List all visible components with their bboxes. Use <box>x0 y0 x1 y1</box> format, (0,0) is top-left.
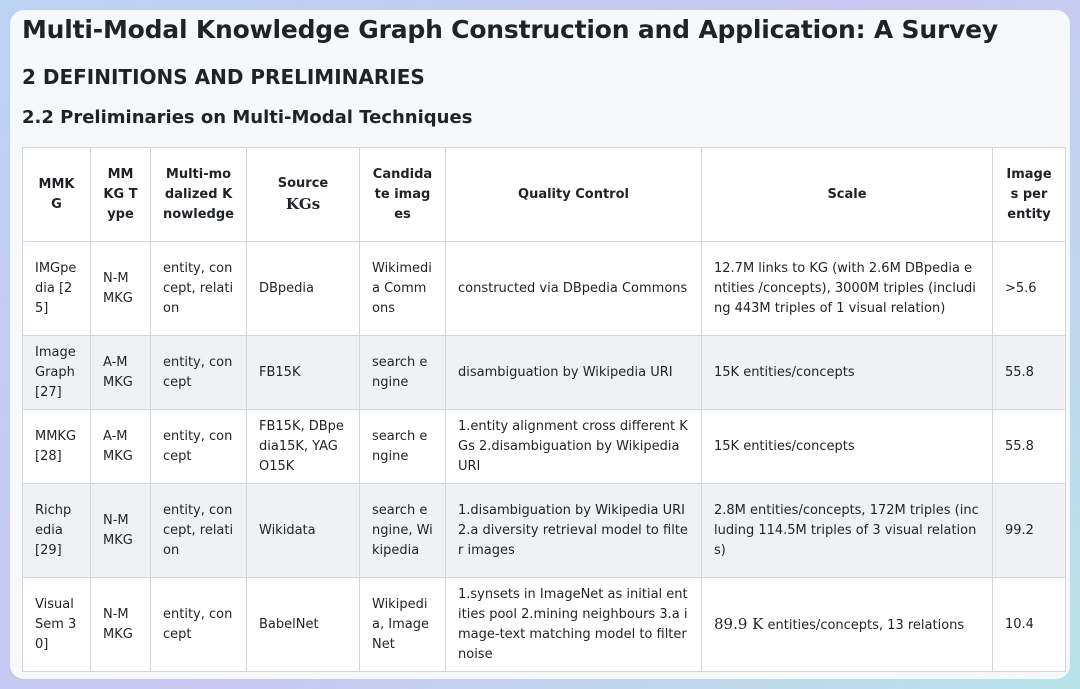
subsection-heading: 2.2 Preliminaries on Multi-Modal Techniques <box>22 107 473 128</box>
cell-mmkg: IMGpedia [25] <box>23 242 91 336</box>
column-header-quality: Quality Control <box>446 148 702 242</box>
cell-scale <box>702 578 993 672</box>
cell-candidate: Wikimedia Commons <box>360 242 446 336</box>
cell-quality: disambiguation by Wikipedia URI <box>446 336 702 410</box>
column-header-knowledge: Multi-modalized Knowledge <box>151 148 247 242</box>
cell-knowledge: entity, concept <box>151 578 247 672</box>
cell-source: BabelNet <box>247 578 360 672</box>
cell-source: DBpedia <box>247 242 360 336</box>
table-row <box>23 410 1066 484</box>
column-header-candidate: Candidate images <box>360 148 446 242</box>
cell-images: 10.4 <box>993 578 1066 672</box>
cell-source: FB15K <box>247 336 360 410</box>
cell-images: >5.6 <box>993 242 1066 336</box>
cell-quality: 1.disambiguation by Wikipedia URI 2.a diversity retrieval model to filter images <box>446 484 702 578</box>
cell-candidate: search engine <box>360 410 446 484</box>
cell-type: N-MMKG <box>91 484 151 578</box>
cell-type: N-MMKG <box>91 578 151 672</box>
cell-mmkg: Richpedia [29] <box>23 484 91 578</box>
column-header-mmkg: MMKG <box>23 148 91 242</box>
scale-text: entities/concepts, 13 relations <box>763 617 965 633</box>
cell-images: 55.8 <box>993 336 1066 410</box>
cell-knowledge: entity, concept <box>151 336 247 410</box>
source-header-math: KGs <box>285 194 321 213</box>
cell-quality: 1.entity alignment cross different KGs 2.disambiguation by Wikipedia URI <box>446 410 702 484</box>
column-header-type: MMKG Type <box>91 148 151 242</box>
cell-mmkg: VisualSem 30] <box>23 578 91 672</box>
table-row <box>23 336 1066 410</box>
cell-scale: 15K entities/concepts <box>702 410 993 484</box>
cell-candidate: search engine, Wikipedia <box>360 484 446 578</box>
cell-candidate: Wikipedia, ImageNet <box>360 578 446 672</box>
cell-type: A-MMKG <box>91 336 151 410</box>
cell-knowledge: entity, concept <box>151 410 247 484</box>
section-heading: 2 DEFINITIONS AND PRELIMINARIES <box>22 65 425 89</box>
cell-mmkg: Image Graph [27] <box>23 336 91 410</box>
source-header-label: Source <box>277 175 329 191</box>
mmkg-comparison-table <box>22 147 1066 672</box>
document-card <box>10 10 1070 679</box>
cell-images: 99.2 <box>993 484 1066 578</box>
cell-quality: constructed via DBpedia Commons <box>446 242 702 336</box>
cell-type: A-MMKG <box>91 410 151 484</box>
cell-candidate: search engine <box>360 336 446 410</box>
cell-knowledge: entity, concept, relation <box>151 242 247 336</box>
cell-mmkg: MMKG [28] <box>23 410 91 484</box>
cell-scale: 2.8M entities/concepts, 172M triples (including 114.5M triples of 3 visual relations) <box>702 484 993 578</box>
cell-source: Wikidata <box>247 484 360 578</box>
cell-images: 55.8 <box>993 410 1066 484</box>
cell-source: FB15K, DBpedia15K, YAGO15K <box>247 410 360 484</box>
table-row <box>23 578 1066 672</box>
table-row <box>23 242 1066 336</box>
cell-type: N-MMKG <box>91 242 151 336</box>
cell-quality: 1.synsets in ImageNet as initial entities pool 2.mining neighbours 3.a image-text matching model to filter noise <box>446 578 702 672</box>
table-header-row <box>23 148 1066 242</box>
cell-scale: 12.7M links to KG (with 2.6M DBpedia entities /concepts), 3000M triples (including 443M triples of 1 visual relation) <box>702 242 993 336</box>
column-header-images: Images per entity <box>993 148 1066 242</box>
column-header-source <box>247 148 360 242</box>
column-header-scale: Scale <box>702 148 993 242</box>
scale-math: 89.9 K <box>714 614 764 633</box>
document-title: Multi-Modal Knowledge Graph Construction and Application: A Survey <box>22 15 999 44</box>
cell-knowledge: entity, concept, relation <box>151 484 247 578</box>
cell-scale: 15K entities/concepts <box>702 336 993 410</box>
table-row <box>23 484 1066 578</box>
